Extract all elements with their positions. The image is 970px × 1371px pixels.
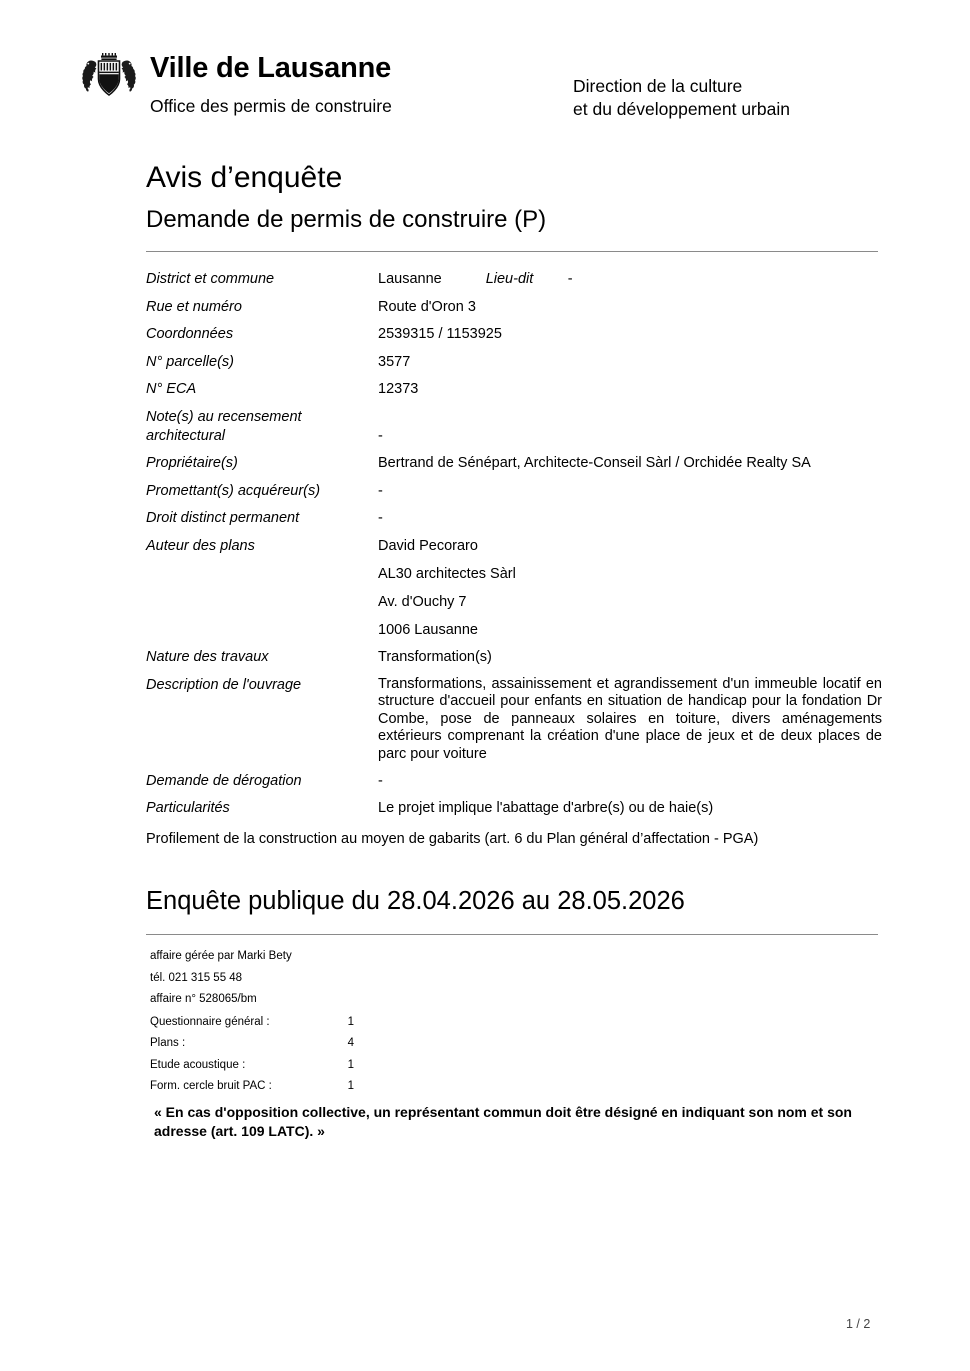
- divider-top: [146, 251, 878, 252]
- field-label-coordonnees: Coordonnées: [146, 326, 234, 342]
- brand-text: [150, 52, 392, 117]
- field-value-derogation: -: [378, 772, 383, 789]
- field-value-parcelle: 3577: [378, 353, 411, 370]
- department-line-1: Direction de la culture: [573, 76, 743, 96]
- field-value-droit-distinct: -: [378, 510, 383, 526]
- count-row: [150, 1012, 550, 1034]
- note-value-text: -: [378, 427, 383, 444]
- table-row: [146, 270, 886, 289]
- field-label-rue: Rue et numéro: [146, 298, 242, 315]
- permit-details-table: [146, 270, 886, 827]
- note-label-line-2: architectural: [146, 427, 225, 444]
- field-value-district: [378, 270, 886, 289]
- divider-bottom: [146, 934, 878, 935]
- count-value: 1: [347, 1058, 354, 1071]
- count-value: 1: [347, 1015, 354, 1028]
- field-label-district: District et commune: [146, 271, 275, 287]
- field-value-nature-travaux: Transformation(s): [378, 649, 492, 665]
- case-number: affaire n° 528065/bm: [150, 993, 257, 1005]
- field-label-description: Description de l'ouvrage: [146, 676, 302, 693]
- table-row: [146, 353, 886, 372]
- table-row: [146, 537, 886, 640]
- count-row: [150, 1033, 550, 1055]
- field-value-lieudit: -: [567, 271, 573, 287]
- table-row: [146, 676, 886, 764]
- field-value-coordonnees: 2539315 / 1153925: [378, 326, 502, 342]
- table-row: [146, 454, 886, 473]
- auteur-line-3: Av. d'Ouchy 7: [378, 593, 467, 610]
- document-counts: [150, 1012, 550, 1098]
- field-label-lieudit: Lieu-dit: [485, 271, 534, 287]
- count-label: Plans :: [150, 1037, 186, 1049]
- note-label-line-1: Note(s) au recensement: [146, 408, 302, 425]
- gabarits-note: Profilement de la construction au moyen de gabarits (art. 6 du Plan général d’affectation - PGA): [146, 831, 759, 847]
- field-label-droit-distinct: Droit distinct permanent: [146, 510, 300, 526]
- department-line-2: et du développement urbain: [573, 98, 790, 119]
- field-label-note-recensement: [146, 408, 378, 446]
- legal-notice: « En cas d'opposition collective, un représentant commun doit être désigné en indiquant son nom et son adresse (art. 109 LATC). »: [154, 1104, 852, 1139]
- auteur-line-2: AL30 architectes Sàrl: [378, 565, 516, 582]
- table-row: [146, 509, 886, 528]
- auteur-line-1: David Pecoraro: [378, 537, 478, 554]
- enquete-publique-heading: Enquête publique du 28.04.2026 au 28.05.2026: [146, 887, 685, 915]
- field-label-eca: N° ECA: [146, 381, 197, 397]
- field-value-proprietaire: Bertrand de Sénépart, Architecte-Conseil Sàrl / Orchidée Realty SA: [378, 455, 811, 471]
- table-row: [146, 380, 886, 399]
- table-row: [146, 298, 886, 317]
- field-label-particularites: Particularités: [146, 800, 230, 816]
- admin-details: [150, 946, 550, 1098]
- phone-number: tél. 021 315 55 48: [150, 971, 243, 984]
- count-value: 4: [347, 1037, 354, 1049]
- field-label-auteur-plans: Auteur des plans: [146, 537, 255, 554]
- field-value-note-recensement: [378, 408, 886, 446]
- managed-by: affaire gérée par Marki Bety: [150, 950, 292, 962]
- field-label-proprietaire: Propriétaire(s): [146, 455, 238, 471]
- field-value-description: Transformations, assainissement et agrandissement d'un immeuble locatif en structure d'accueil pour enfants en situation de handicap pour la fondation Dr Combe, pose de panneaux solaires en toiture, divers aménagements extérieurs comprenant la création d'une place de jeux et de deux places de parc pour voiture: [378, 675, 882, 762]
- field-label-nature-travaux: Nature des travaux: [146, 649, 269, 665]
- table-row: [146, 408, 886, 446]
- field-label-parcelle: N° parcelle(s): [146, 353, 234, 370]
- page-header: [78, 52, 890, 132]
- field-value-particularites: Le projet implique l'abattage d'arbre(s) ou de haie(s): [378, 800, 714, 816]
- count-label: Etude acoustique :: [150, 1058, 246, 1071]
- organisation-name: Ville de Lausanne: [150, 52, 392, 84]
- field-label-derogation: Demande de dérogation: [146, 772, 302, 789]
- count-row: [150, 1055, 550, 1077]
- table-row: [146, 772, 886, 791]
- table-row: [146, 648, 886, 667]
- count-value: 1: [347, 1080, 354, 1092]
- count-label: Form. cercle bruit PAC :: [150, 1080, 272, 1092]
- table-row: [146, 325, 886, 344]
- auteur-line-4: 1006 Lausanne: [378, 621, 478, 638]
- count-row: [150, 1076, 550, 1098]
- office-name: Office des permis de construire: [150, 96, 392, 116]
- department-name: [573, 75, 790, 120]
- table-row: [146, 799, 886, 818]
- count-label: Questionnaire général :: [150, 1015, 270, 1028]
- field-value-rue: Route d'Oron 3: [378, 298, 476, 315]
- field-label-promettant: Promettant(s) acquéreur(s): [146, 482, 321, 499]
- page-number: 1 / 2: [846, 1317, 871, 1331]
- lausanne-coat-of-arms-icon: [78, 53, 140, 99]
- table-row: [146, 482, 886, 501]
- field-value-auteur-plans: [378, 537, 886, 640]
- page-title: Avis d’enquête: [146, 161, 343, 194]
- district-value-text: Lausanne: [378, 271, 442, 287]
- field-value-eca: 12373: [378, 381, 419, 397]
- field-value-promettant: -: [378, 482, 383, 499]
- page-subtitle: Demande de permis de construire (P): [146, 206, 547, 233]
